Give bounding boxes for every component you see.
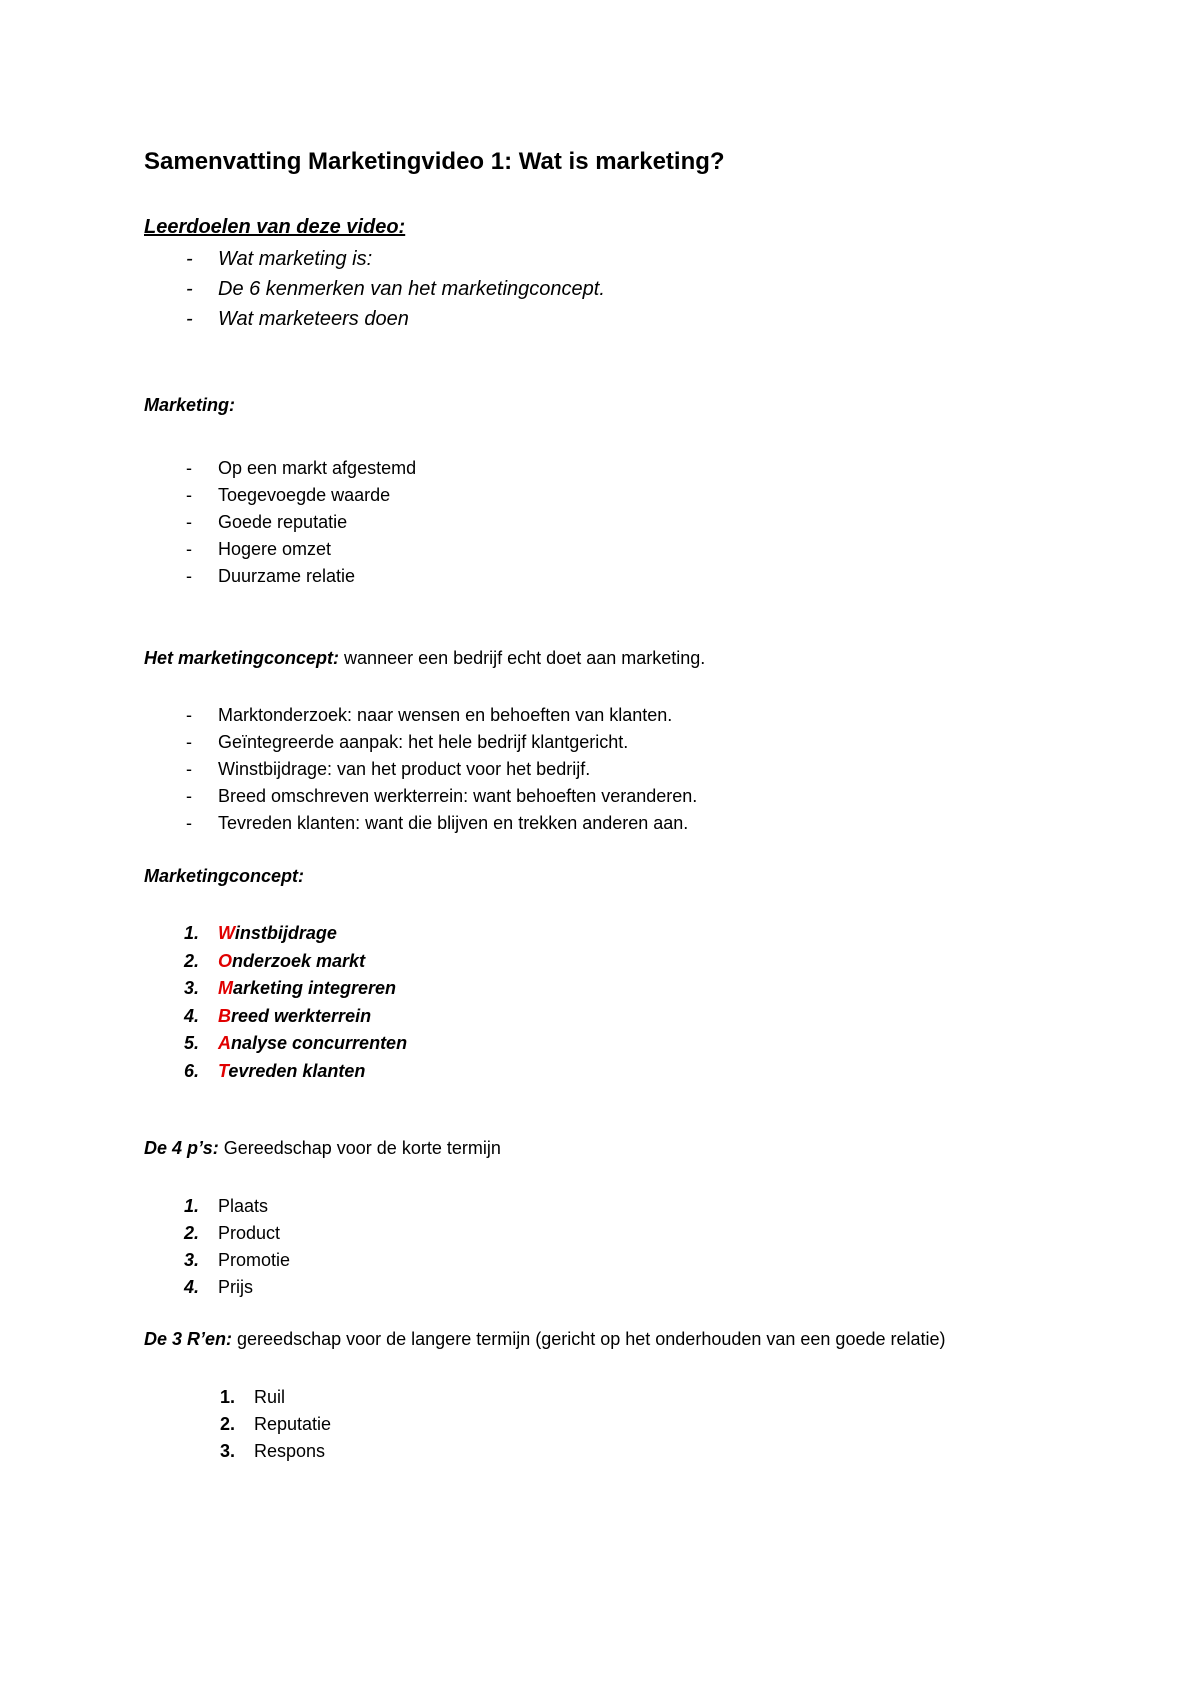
list-item: - De 6 kenmerken van het marketingconcept. <box>186 278 605 300</box>
marketing-heading: Marketing: <box>144 395 236 415</box>
list-item: 3. Marketing integreren <box>184 978 397 998</box>
list-item: 4. Prijs <box>184 1277 253 1297</box>
list-item: 3. Respons <box>220 1441 326 1461</box>
learning-goals-list <box>186 244 605 334</box>
four-ps-text: Gereedschap voor de korte termijn <box>218 1138 501 1158</box>
three-rs-list <box>220 1384 332 1465</box>
four-ps-lead: De 4 p’s: <box>144 1138 219 1158</box>
list-item: - Marktonderzoek: naar wensen en behoeften van klanten. <box>186 705 673 725</box>
list-item: - Duurzame relatie <box>186 566 356 586</box>
list-item: - Wat marketeers doen <box>186 308 409 330</box>
list-item: 1. Ruil <box>220 1387 286 1407</box>
list-item: - Geïntegreerde aanpak: het hele bedrijf klantgericht. <box>186 732 629 752</box>
list-item: - Tevreden klanten: want die blijven en trekken anderen aan. <box>186 813 689 833</box>
concept-list-heading: Marketingconcept: <box>144 866 305 886</box>
learning-goals-heading: Leerdoelen van deze video: <box>144 216 406 238</box>
list-item: - Toegevoegde waarde <box>186 485 391 505</box>
three-rs-lead: De 3 R’en: <box>144 1329 233 1349</box>
concept-intro-paragraph <box>144 648 705 669</box>
list-item: 3. Promotie <box>184 1250 291 1270</box>
four-ps-list <box>184 1193 291 1301</box>
list-item: 2. Onderzoek markt <box>184 950 366 971</box>
list-item: 4. Breed werkterrein <box>184 1005 372 1026</box>
list-item: - Breed omschreven werkterrein: want behoeften veranderen. <box>186 786 698 806</box>
document-title: Samenvatting Marketingvideo 1: Wat is marketing? <box>144 148 725 175</box>
list-item: - Winstbijdrage: van het product voor het bedrijf. <box>186 759 591 779</box>
list-item: 6. Tevreden klanten <box>184 1060 366 1081</box>
list-item: - Wat marketing is: <box>186 248 373 270</box>
list-item: - Goede reputatie <box>186 512 348 532</box>
concept-numbered-list <box>184 920 408 1085</box>
concept-intro-text: wanneer een bedrijf echt doet aan marketing. <box>339 648 706 668</box>
concept-characteristics-list <box>186 702 698 837</box>
four-ps-paragraph <box>144 1138 501 1159</box>
list-item: 2. Reputatie <box>220 1414 332 1434</box>
list-item: - Op een markt afgestemd <box>186 458 417 478</box>
list-item: - Hogere omzet <box>186 539 332 559</box>
three-rs-text: gereedschap voor de langere termijn (gericht op het onderhouden van een goede relatie) <box>232 1329 946 1349</box>
concept-intro-lead: Het marketingconcept: <box>144 648 340 668</box>
list-item: 1. Winstbijdrage <box>184 923 337 943</box>
list-item: 2. Product <box>184 1223 281 1243</box>
marketing-list <box>186 455 417 590</box>
list-item: 1. Plaats <box>184 1196 269 1216</box>
three-rs-paragraph <box>144 1329 946 1350</box>
list-item: 5. Analyse concurrenten <box>184 1033 408 1053</box>
